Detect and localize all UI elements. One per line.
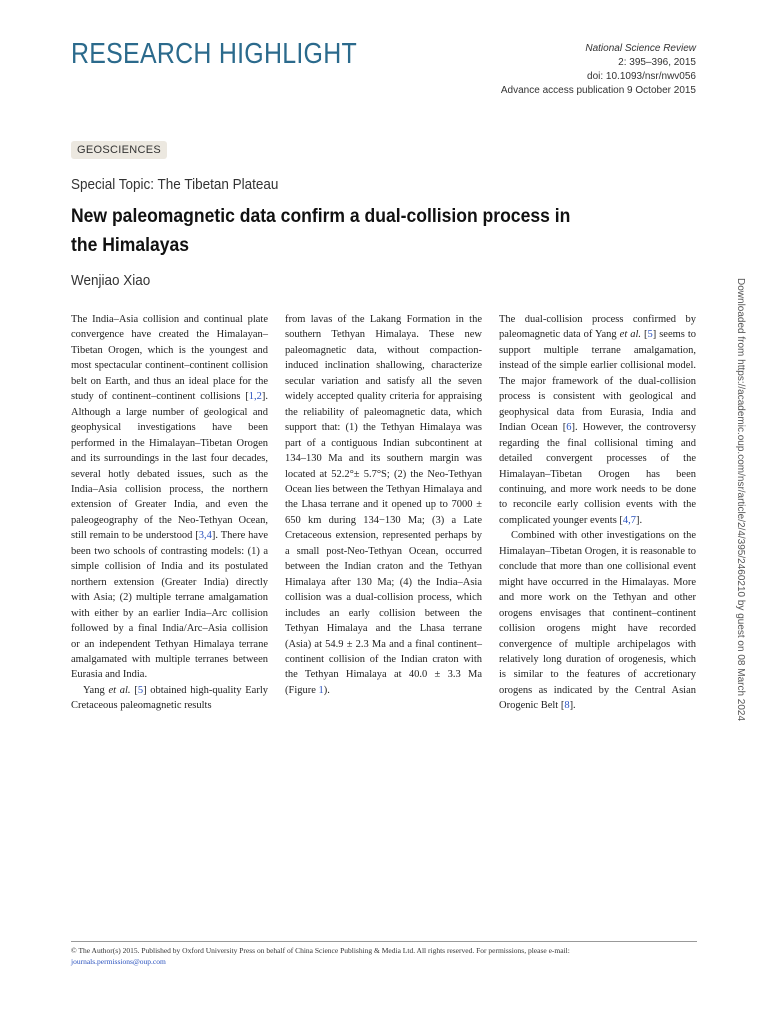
paragraph: Yang et al. [5] obtained high-quality Early Cretaceous paleomagnetic results [71,684,269,712]
paragraph: The dual-collision process confirmed by paleomagnetic data of Yang et al. [5] seems to support multiple terrane amalgamation, instead of the simple earlier collisional model. The major framework of the dual-collision process is consistent with geological and geophysical data from Eurasia, India and Indian Ocean [6]. However, the controversy regarding the final collisional timing and detailed convergent processes of the Himalayan–Tibetan Orogen has been continuing, and more work needs to be done to reconcile early collision events with the complicated younger events [4,7]. [499,314,697,526]
body-column-2 [285,312,482,698]
journal-name: National Science Review [585,43,696,54]
paragraph: from lavas of the Lakang Formation in the southern Tethyan Himalaya. These new paleomagnetic data, without compaction-induced inclination shallowing, characterize secular variation and satisfy all the seven widely accepted quality criteria for appraising the reliability of paleomagnetic data, which support that: (1) the Tethyan Himalaya was part of a contiguous Indian subcontinent at 134–130 Ma and its southern margin was located at 52.2°± 5.7°S; (2) the Neo-Tethyan Ocean lies between the Tethyan Himalaya and the Lhasa terrane and it opened up to 7000 ± 650 km during 134−130 Ma; (3) a Late Cretaceous extension, represented perhaps by a small post-Neo-Tethyan Ocean, occurred between the Indian craton and the Tethyan Himalaya after 130 Ma; (4) the India–Asia collision was a dual-collision process, which includes an early collision between the Tethyan Himalaya and the Lhasa terrane (Asia) at 54.9 ± 2.3 Ma and a final continent–continent collision of the Indian craton with the Tethyan Himalaya at 40.0 ± 3.3 Ma (Figure 1). [285,314,482,696]
paragraph: The India–Asia collision and continual plate convergence have created the Himalayan–Tibetan Orogen, which is the youngest and most spectacular continent–continent collision belt on Earth, and thus an ideal place for the study of continent–continent collisions [1,2]. Although a large number of geological and geophysical investigations have been performed in the Himalayan–Tibetan Orogen and its surroundings in the last four decades, several hotly debated issues, such as the India–Asia collision process, the northern extension of Greater India, and even the paleogeography of the Neo-Tethyan Ocean, still remain to be understood [3,4]. There have been two schools of contrasting models: (1) a simple collision of India and its postulated northern extension (Greater India) directly with Asia; (2) multiple terrane amalgamation with either by an earlier India–Arc collision followed by a final India/Arc–Asia collision or an independent Tethyan Himalaya terrane amalgamated with multiple terranes between Eurasia and India. [71,314,268,681]
footer [71,945,697,967]
paragraph: Combined with other investigations on the Himalayan–Tibetan Orogen, it is reasonable to conclude that more than one collisional event might have occurred in the Himalayas. More and more work on the Tethyan and other orogens envisages that continent–continent collision orogens might have recorded convergence of multiple archipelagos with relatively long duration of orogenesis, which is similar to the features of accretionary orogens as indicated by the Central Asian Orogenic Belt [8]. [499,530,696,712]
journal-info [501,42,696,98]
copyright-text: © The Author(s) 2015. Published by Oxford University Press on behalf of China Science Publishing & Media Ltd. All rights reserved. For permissions, please e-mail: [71,946,570,955]
subject-tag: GEOSCIENCES [71,141,167,159]
permissions-email-link[interactable]: journals.permissions@oup.com [71,957,166,966]
section-label: RESEARCH HIGHLIGHT [71,38,357,70]
special-topic: Special Topic: The Tibetan Plateau [71,176,279,193]
volume-pages: 2: 395–396, 2015 [618,57,696,68]
body-column-3 [499,312,696,714]
doi: doi: 10.1093/nsr/nwv056 [587,71,696,82]
publication-date: Advance access publication 9 October 2015 [500,85,696,96]
author-name: Wenjiao Xiao [71,272,151,289]
article-title: New paleomagnetic data confirm a dual-collision process in the Himalayas [71,205,571,256]
footer-divider [71,941,697,942]
body-column-1 [71,312,268,714]
download-note: Downloaded from https://academic.oup.com/nsr/article/2/4/395/2460210 by guest on 08 March 2024 [735,278,746,722]
